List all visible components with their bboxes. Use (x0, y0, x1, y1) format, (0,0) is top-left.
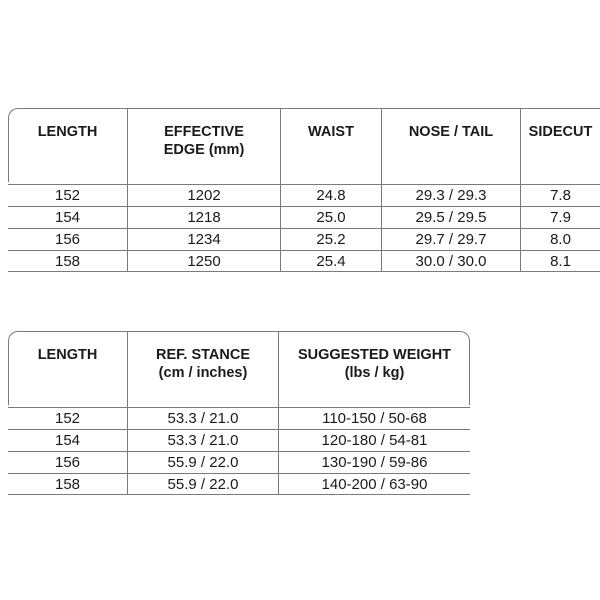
cell-ref-stance: 55.9 / 22.0 (127, 452, 278, 473)
cell-suggested-weight: 130-190 / 59-86 (278, 452, 470, 473)
cell-effective: 1250 (127, 251, 280, 272)
header-waist: WAIST (280, 108, 381, 184)
cell-ref-stance: 53.3 / 21.0 (127, 408, 278, 429)
table-bottom-rule (8, 494, 470, 495)
cell-waist: 25.0 (280, 207, 381, 228)
cell-suggested-weight: 120-180 / 54-81 (278, 430, 470, 451)
table-row (8, 473, 470, 495)
cell-waist: 24.8 (280, 185, 381, 206)
cell-length: 152 (54, 187, 81, 204)
cell-length: 154 (54, 432, 81, 449)
cell-suggested-weight: 110-150 / 50-68 (278, 408, 470, 429)
cell-sidecut: 8.0 (520, 229, 600, 250)
cell-nose-tail: 29.5 / 29.5 (381, 207, 520, 228)
header-sidecut: SIDECUT (520, 108, 600, 184)
table-row (8, 250, 600, 272)
cell-ref-stance: 53.3 / 21.0 (127, 430, 278, 451)
cell-sidecut: 7.9 (520, 207, 600, 228)
cell-effective: 1202 (127, 185, 280, 206)
header-nose-tail: NOSE / TAIL (381, 108, 520, 184)
header-suggested-weight: SUGGESTED WEIGHT (lbs / kg) (278, 331, 470, 407)
cell-length: 156 (54, 454, 81, 471)
cell-length: 158 (54, 476, 81, 493)
header-effective: EFFECTIVE EDGE (mm) (127, 108, 280, 184)
table-header-row (8, 331, 470, 407)
cell-length: 156 (54, 231, 81, 248)
table-row (8, 228, 600, 250)
cell-nose-tail: 29.7 / 29.7 (381, 229, 520, 250)
header-length: LENGTH (37, 124, 98, 140)
header-length: LENGTH (37, 347, 98, 363)
header-ref-stance: REF. STANCE (cm / inches) (127, 331, 278, 407)
cell-length: 158 (54, 253, 81, 270)
cell-waist: 25.4 (280, 251, 381, 272)
table-header-row (8, 108, 600, 184)
cell-effective: 1218 (127, 207, 280, 228)
cell-suggested-weight: 140-200 / 63-90 (278, 474, 470, 495)
cell-sidecut: 7.8 (520, 185, 600, 206)
table-row (8, 429, 470, 451)
cell-effective: 1234 (127, 229, 280, 250)
table-row (8, 206, 600, 228)
cell-ref-stance: 55.9 / 22.0 (127, 474, 278, 495)
table-row (8, 184, 600, 206)
cell-nose-tail: 30.0 / 30.0 (381, 251, 520, 272)
cell-waist: 25.2 (280, 229, 381, 250)
cell-sidecut: 8.1 (520, 251, 600, 272)
table-row (8, 407, 470, 429)
cell-nose-tail: 29.3 / 29.3 (381, 185, 520, 206)
cell-length: 152 (54, 410, 81, 427)
cell-length: 154 (54, 209, 81, 226)
table-bottom-rule (8, 271, 600, 272)
table-row (8, 451, 470, 473)
